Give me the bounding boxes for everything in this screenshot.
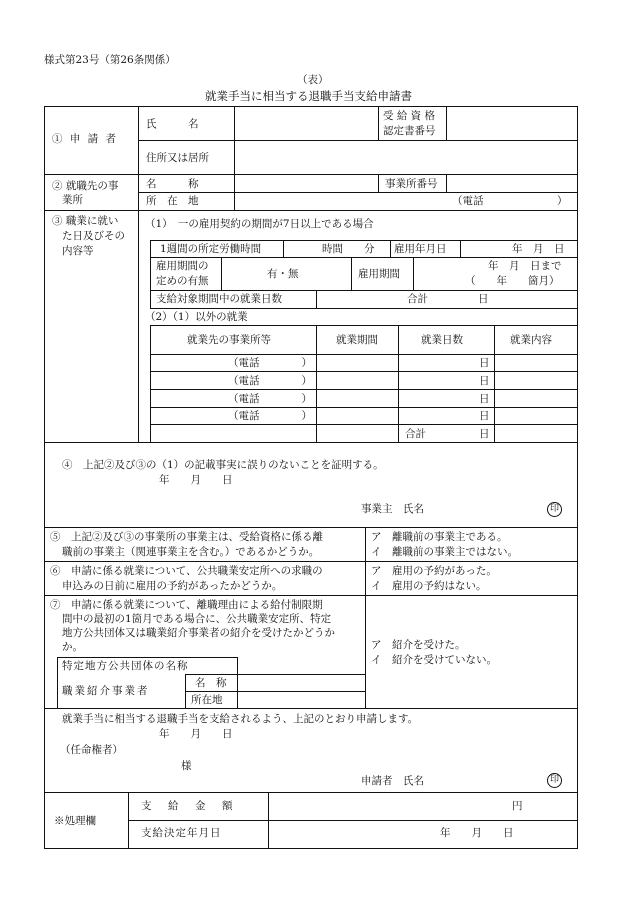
applicant-seal: 印 (547, 773, 562, 788)
days-total-unit: 日 (478, 293, 489, 305)
fixed-term-choice[interactable]: 有・無 (267, 268, 299, 280)
weekly-hours-label: 1週間の所定労働時間 (160, 243, 262, 255)
job-label-3: 内容等 (62, 245, 94, 257)
employer-name-label: 事業主 氏名 (361, 503, 424, 515)
cert-label-1: 受 給 資 格 (383, 110, 436, 122)
office-number-label: 事業所番号 (385, 178, 438, 190)
form-number: 様式第23号（第26条関係） (44, 54, 176, 66)
hire-date-field[interactable]: 年 月 日 (512, 243, 565, 255)
employer-label-1: ② 就職先の事 (52, 180, 119, 192)
employer-seal: 印 (547, 502, 562, 517)
q6-line-2: 申込みの日前に雇用の予約があったかどうか。 (62, 580, 283, 592)
applicant-label: ① 申 請 者 (52, 133, 119, 145)
row-day-unit: 日 (479, 410, 490, 422)
q7-option-a[interactable]: ア 紹介を受けた。 (371, 639, 466, 651)
processing-label: ※処理欄 (54, 815, 96, 827)
job-label-2: た日及びその (62, 230, 125, 242)
office-number-field[interactable] (448, 176, 575, 191)
col-period: 就業期間 (336, 334, 378, 346)
col-days: 就業日数 (421, 334, 463, 346)
period-until[interactable]: 年 月 日まで (488, 260, 562, 272)
period-months[interactable]: （ 年 箇月） (465, 275, 560, 287)
q7-line-1: ⑦ 申請に係る就業について、離職理由による給付制限期 (50, 599, 323, 611)
name-field[interactable] (236, 108, 376, 138)
table-total-label: 合計 (405, 428, 426, 440)
name-label: 氏 名 (146, 118, 199, 130)
col-content: 就業内容 (510, 334, 552, 346)
row-phone: （電話 ） (228, 357, 312, 369)
q5-option-b[interactable]: イ 離職前の事業主ではない。 (371, 546, 518, 558)
weekly-hours-field[interactable]: 時間 分 (322, 243, 375, 255)
authority-sama: 様 (181, 760, 192, 772)
row-day-unit: 日 (479, 357, 490, 369)
row-phone: （電話 ） (228, 375, 312, 387)
decision-date-field[interactable]: 年 月 日 (440, 827, 514, 839)
local-gov-field[interactable] (239, 659, 363, 673)
q6-option-b[interactable]: イ 雇用の予約はない。 (371, 580, 487, 592)
cert-field[interactable] (448, 108, 575, 138)
cert-label-2: 認定書番号 (383, 125, 436, 137)
agency-name-field[interactable] (239, 676, 363, 690)
amount-label: 支 給 金 額 (141, 800, 236, 812)
address-field[interactable] (236, 142, 575, 172)
company-name-label: 名 称 (146, 178, 199, 190)
location-label: 所 在 地 (146, 195, 199, 207)
part1-heading: （1） 一の雇用契約の期間が7日以上である場合 (145, 218, 374, 230)
q7-line-2: 間中の最初の1箇月である場合に、公共職業安定所、特定 (62, 613, 332, 625)
location-phone[interactable]: （電話 ） (452, 195, 568, 207)
row-phone: （電話 ） (228, 410, 312, 422)
col-workplace: 就業先の事業所等 (187, 334, 271, 346)
table-total-unit: 日 (479, 428, 490, 440)
q5-line-1: ⑤ 上記②及び③の事業所の事業主は、受給資格に係る離 (50, 531, 323, 543)
part2-heading: （2）（1）以外の就業 (145, 311, 248, 323)
amount-unit: 円 (512, 800, 523, 812)
employer-label-2: 業所 (62, 194, 83, 206)
applicant-name-label: 申請者 氏名 (361, 775, 424, 787)
q7-line-4: か。 (62, 641, 83, 653)
agency-name-label: 名 称 (195, 677, 227, 689)
local-gov-label: 特定地方公共団体の名称 (62, 660, 189, 672)
q7-option-b[interactable]: イ 紹介を受けていない。 (371, 654, 497, 666)
declaration-text: 就業手当に相当する退職手当を支給されるよう、上記のとおり申請します。 (62, 713, 419, 725)
q7-line-3: 地方公共団体又は職業紹介事業者の紹介を受けたかどうか (62, 627, 335, 639)
row-day-unit: 日 (479, 375, 490, 387)
company-name-field[interactable] (236, 176, 376, 191)
hire-date-label: 雇用年月日 (394, 243, 447, 255)
agency-location-label: 所在地 (191, 694, 223, 706)
job-label-1: ③ 職業に就い (52, 215, 119, 227)
declaration-date[interactable]: 年 月 日 (159, 728, 233, 740)
days-total-label: 合計 (407, 293, 428, 305)
certification-text: ④ 上記②及び③の（1）の記載事実に誤りのないことを証明する。 (62, 459, 384, 471)
days-in-period-label: 支給対象期間中の就業日数 (156, 293, 282, 305)
form-title: 就業手当に相当する退職手当支給申請書 (205, 89, 412, 103)
fixed-term-label-2: 定めの有無 (156, 275, 209, 287)
q5-line-2: 職前の事業主（関連事業主を含む。）であるかどうか。 (62, 546, 320, 558)
row-phone: （電話 ） (228, 393, 312, 405)
q6-line-1: ⑥ 申請に係る就業について、公共職業安定所への求職の (50, 565, 323, 577)
period-label: 雇用期間 (358, 268, 400, 280)
address-label: 住所又は居所 (146, 152, 209, 164)
agency-location-field[interactable] (239, 693, 363, 707)
form-side: （表） (297, 74, 329, 86)
decision-date-label: 支給決定年月日 (141, 827, 222, 839)
certification-date[interactable]: 年 月 日 (159, 474, 233, 486)
fixed-term-label-1: 雇用期間の (156, 260, 209, 272)
agency-label: 職業紹介事業者 (62, 685, 150, 697)
q6-option-a[interactable]: ア 雇用の予約があった。 (371, 565, 497, 577)
q5-option-a[interactable]: ア 離職前の事業主である。 (371, 531, 508, 543)
authority-label: （任命権者） (60, 744, 123, 756)
row-day-unit: 日 (479, 393, 490, 405)
